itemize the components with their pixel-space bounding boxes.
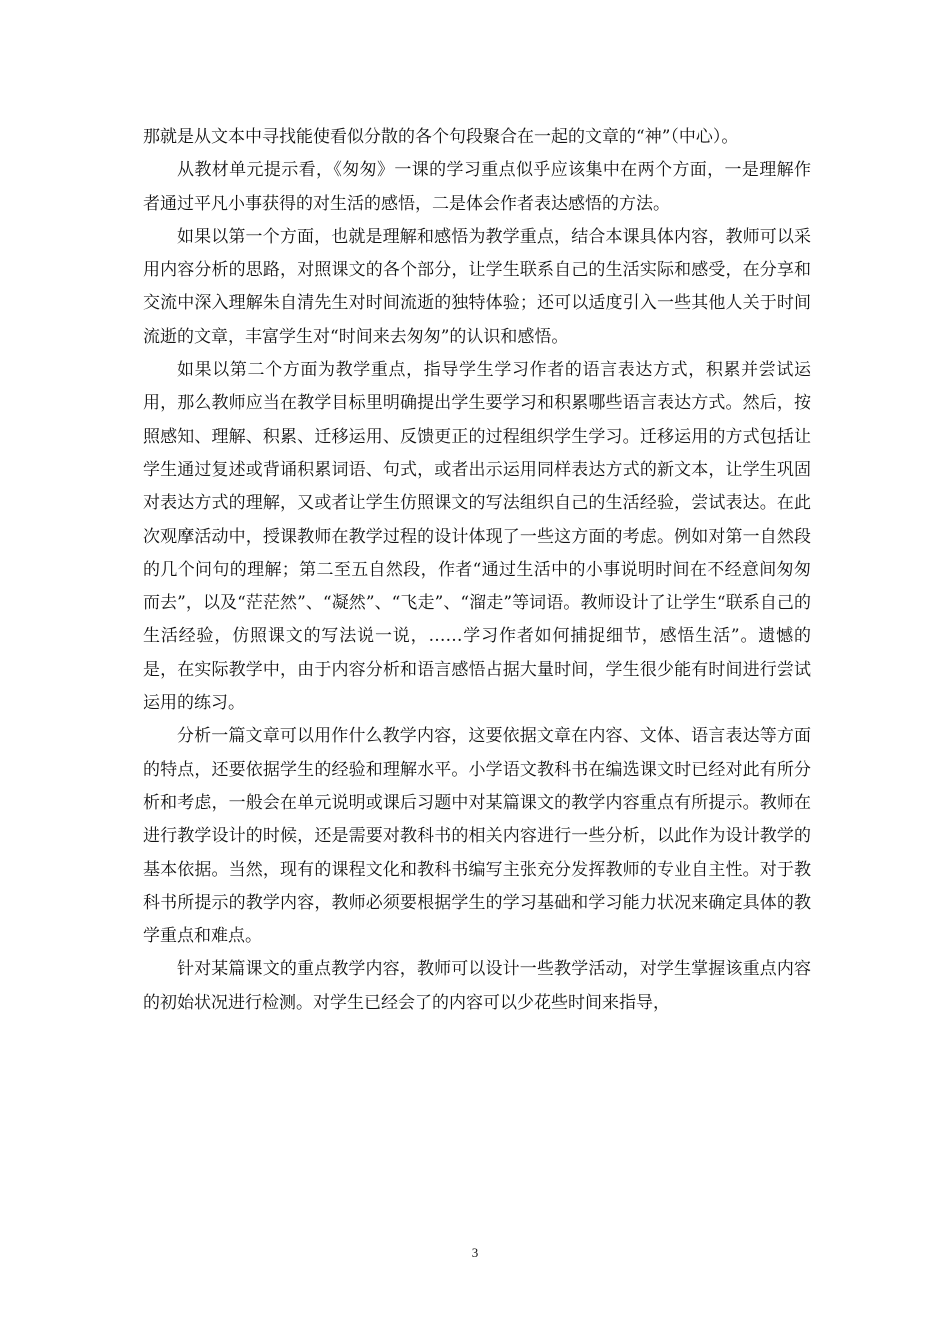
paragraph: 如果以第一个方面，也就是理解和感悟为教学重点，结合本课具体内容，教师可以采用内容分析的思路，对照课文的各个部分，让学生联系自己的生活实际和感受，在分享和交流中深入理解朱自清先生对时间流逝的独特体验；还可以适度引入一些其他人关于时间流逝的文章，丰富学生对“时间来去匆匆”的认识和感悟。 [143,226,811,347]
paragraph: 分析一篇文章可以用作什么教学内容，这要依据文章在内容、文体、语言表达等方面的特点，还要依据学生的经验和理解水平。小学语文教科书在编选课文时已经对此有所分析和考虑，一般会在单元说明或课后习题中对某篇课文的教学内容重点有所提示。教师在进行教学设计的时候，还是需要对教科书的相关内容进行一些分析，以此作为设计教学的基本依据。当然，现有的课程文化和教科书编写主张充分发挥教师的专业自主性。对于教科书所提示的教学内容，教师必须要根据学生的学习基础和学习能力状况来确定具体的教学重点和难点。 [143,726,811,947]
paragraph: 从教材单元提示看，《匆匆》一课的学习重点似乎应该集中在两个方面，一是理解作者通过平凡小事获得的对生活的感悟，二是体会作者表达感悟的方法。 [143,160,811,214]
paragraph-continuation: 那就是从文本中寻找能使看似分散的各个句段聚合在一起的文章的“神”（中心）。 [143,127,739,147]
document-body [143,121,811,1020]
paragraph: 针对某篇课文的重点教学内容，教师可以设计一些教学活动，对学生掌握该重点内容的初始状况进行检测。对学生已经会了的内容可以少花些时间来指导， [143,959,811,1013]
page-number: 3 [471,1245,479,1260]
paragraph: 如果以第二个方面为教学重点，指导学生学习作者的语言表达方式，积累并尝试运用，那么教师应当在教学目标里明确提出学生要学习和积累哪些语言表达方式。然后，按照感知、理解、积累、迁移运用、反馈更正的过程组织学生学习。迁移运用的方式包括让学生通过复述或背诵积累词语、句式，或者出示运用同样表达方式的新文本，让学生巩固对表达方式的理解，又或者让学生仿照课文的写法组织自己的生活经验，尝试表达。在此次观摩活动中，授课教师在教学过程的设计体现了一些这方面的考虑。例如对第一自然段的几个问句的理解；第二至五自然段，作者“通过生活中的小事说明时间在不经意间匆匆而去”，以及“茫茫然”、“凝然”、“飞走”、“溜走”等词语。教师设计了让学生“联系自己的生活经验，仿照课文的写法说一说，……学习作者如何捕捉细节，感悟生活”。遗憾的是，在实际教学中，由于内容分析和语言感悟占据大量时间，学生很少能有时间进行尝试运用的练习。 [143,360,811,714]
